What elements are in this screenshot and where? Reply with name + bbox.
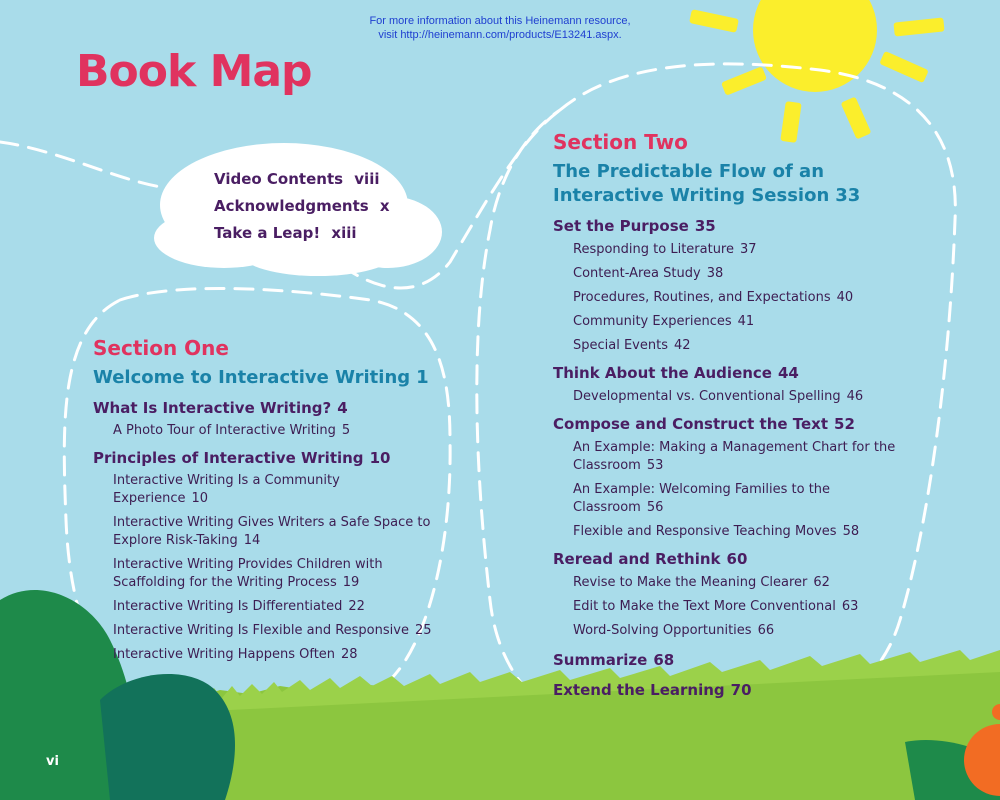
toc-entry: Interactive Writing Happens Often 28 (113, 647, 358, 662)
section-title: Welcome to Interactive Writing 1 (93, 367, 429, 388)
page-title: Book Map (76, 46, 312, 97)
toc-entry: Interactive Writing Provides Children with Scaffolding for the Writing Process 19 (113, 557, 383, 590)
toc-entry: Flexible and Responsive Teaching Moves 58 (573, 524, 860, 539)
chapter-heading: Reread and Rethink 60 (553, 550, 748, 568)
section-one (93, 336, 433, 664)
toc-entry: Revise to Make the Meaning Clearer 62 (573, 575, 830, 590)
chapter-heading: Set the Purpose 35 (553, 217, 716, 235)
section-label: Section One (93, 336, 229, 360)
section-two (553, 130, 903, 700)
chapter-heading: Principles of Interactive Writing 10 (93, 449, 391, 467)
notice-line-1: For more information about this Heinemann resource, (369, 15, 631, 27)
toc-entry: Procedures, Routines, and Expectations 40 (573, 290, 854, 305)
toc-entry: Developmental vs. Conventional Spelling 46 (573, 389, 864, 404)
chapter-heading: What Is Interactive Writing? 4 (93, 399, 348, 417)
toc-entry: Responding to Literature 37 (573, 242, 757, 257)
resource-notice (300, 14, 700, 42)
chapter-heading: Think About the Audience 44 (553, 364, 799, 382)
toc-entry: An Example: Welcoming Families to the Classroom 56 (573, 482, 831, 515)
page-number: vi (46, 754, 59, 769)
section-label: Section Two (553, 130, 688, 154)
chapter-heading: Compose and Construct the Text 52 (553, 415, 855, 433)
toc-entry: Word-Solving Opportunities 66 (573, 623, 775, 638)
toc-entry: An Example: Making a Management Chart for the Classroom 53 (573, 440, 896, 473)
toc-entry: Special Events 42 (573, 338, 691, 353)
sun-icon (689, 0, 945, 143)
toc-entry: Interactive Writing Is Differentiated 22 (113, 599, 365, 614)
toc-entry: Interactive Writing Gives Writers a Safe Space to Explore Risk-Taking 14 (113, 515, 431, 548)
notice-line-2: visit http://heinemann.com/products/E13241.aspx. (378, 29, 622, 41)
toc-entry: Interactive Writing Is a Community Experience 10 (113, 473, 340, 506)
front-item: Video Contents viii (214, 170, 380, 188)
section-title: The Predictable Flow of an Interactive Writing Session 33 (553, 161, 861, 206)
toc-entry: Edit to Make the Text More Conventional 63 (573, 599, 859, 614)
chapter-heading: Summarize 68 (553, 651, 675, 669)
front-item: Take a Leap! xiii (214, 224, 357, 242)
front-matter-list (214, 166, 390, 247)
chapter-heading: Extend the Learning 70 (553, 681, 752, 699)
toc-entry: Community Experiences 41 (573, 314, 755, 329)
front-item: Acknowledgments x (214, 197, 390, 215)
toc-entry: A Photo Tour of Interactive Writing 5 (113, 423, 351, 438)
toc-entry: Interactive Writing Is Flexible and Responsive 25 (113, 623, 432, 638)
toc-entry: Content-Area Study 38 (573, 266, 724, 281)
